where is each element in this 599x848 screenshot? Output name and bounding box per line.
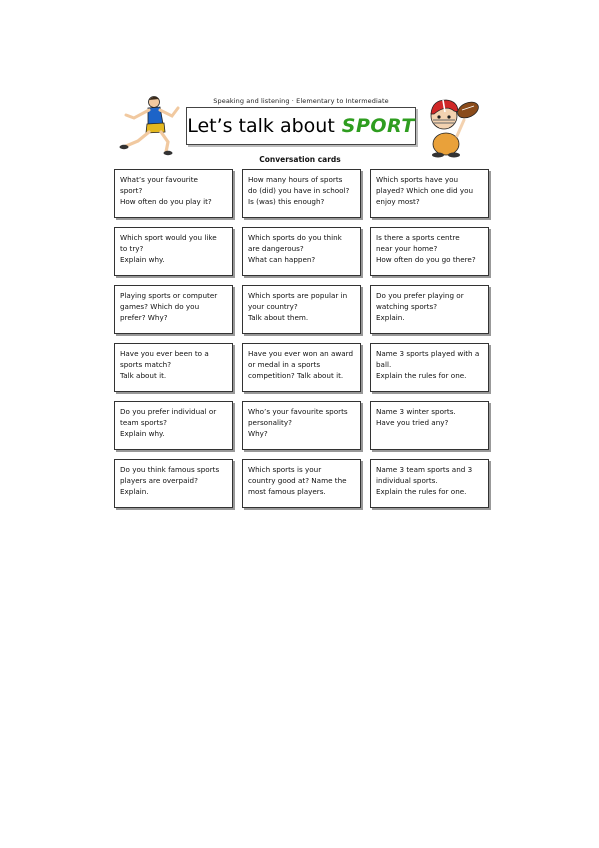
conversation-cards-grid: [114, 169, 489, 508]
conversation-card: Which sports is your country good at? Name the most famous players.: [242, 459, 361, 508]
worksheet-subtitle: Speaking and listening · Elementary to Intermediate: [213, 97, 389, 105]
runner-illustration: [118, 94, 184, 156]
conversation-card: Which sport would you like to try? Explain why.: [114, 227, 233, 276]
conversation-card: Do you prefer playing or watching sports? Explain.: [370, 285, 489, 334]
conversation-card: Playing sports or computer games? Which do you prefer? Why?: [114, 285, 233, 334]
conversation-card: What’s your favourite sport? How often do you play it?: [114, 169, 233, 218]
conversation-card: Name 3 sports played with a ball. Explain the rules for one.: [370, 343, 489, 392]
conversation-card: Is there a sports centre near your home? How often do you go there?: [370, 227, 489, 276]
conversation-card: Which sports do you think are dangerous? What can happen?: [242, 227, 361, 276]
conversation-card: Have you ever been to a sports match? Talk about it.: [114, 343, 233, 392]
conversation-card: Who’s your favourite sports personality? Why?: [242, 401, 361, 450]
conversation-card: Name 3 winter sports. Have you tried any?: [370, 401, 489, 450]
conversation-card: Which sports are popular in your country? Talk about them.: [242, 285, 361, 334]
conversation-card: How many hours of sports do (did) you have in school? Is (was) this enough?: [242, 169, 361, 218]
conversation-card: Have you ever won an award or medal in a sports competition? Talk about it.: [242, 343, 361, 392]
worksheet-title: [186, 107, 416, 145]
conversation-card: Name 3 team sports and 3 individual sports. Explain the rules for one.: [370, 459, 489, 508]
conversation-card: Do you think famous sports players are overpaid? Explain.: [114, 459, 233, 508]
title-sport-word: SPORT: [341, 115, 415, 137]
football-mascot-illustration: [424, 92, 482, 158]
conversation-card: Which sports have you played? Which one did you enjoy most?: [370, 169, 489, 218]
title-prefix: Let’s talk about: [187, 115, 335, 137]
conversation-card: Do you prefer individual or team sports? Explain why.: [114, 401, 233, 450]
section-heading: Conversation cards: [259, 155, 341, 164]
